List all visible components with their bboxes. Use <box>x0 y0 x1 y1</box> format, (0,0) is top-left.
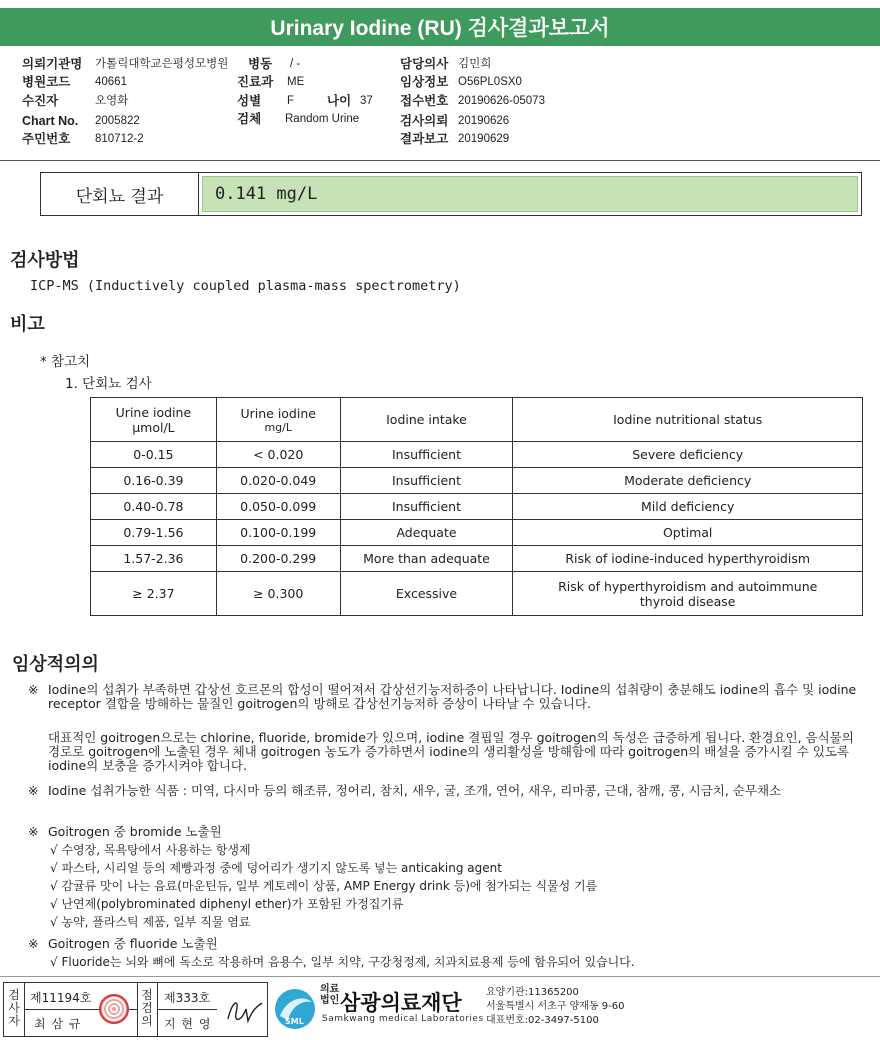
chart-no-label: Chart No. <box>22 114 79 128</box>
seal-icon <box>99 994 129 1024</box>
ref-title: * 참고치 <box>40 354 91 370</box>
table-cell: 0.020-0.049 <box>216 468 340 494</box>
header-line: μmol/L <box>132 419 175 435</box>
signature-icon <box>222 991 266 1031</box>
reference-mark-icon: ※ <box>28 936 39 951</box>
chart-no-value: 2005822 <box>95 115 140 127</box>
col-header-mgl <box>216 398 340 442</box>
table-row <box>91 520 863 546</box>
specimen-label: 검체 <box>237 112 262 126</box>
table-header-row <box>91 398 863 442</box>
clinical-info-value: O56PL0SX0 <box>458 76 522 88</box>
list-item: √ 수영장, 목욕탕에서 사용하는 항생제 <box>50 843 251 857</box>
footer <box>0 982 880 1040</box>
clinical-heading: 임상적의의 <box>12 654 99 675</box>
doctor-label: 담당의사 <box>400 57 449 71</box>
clinical-paragraph-1 <box>28 683 868 711</box>
checker-license: 제333호 <box>164 991 211 1005</box>
specimen-value: Random Urine <box>285 113 360 125</box>
table-cell: Insufficient <box>340 442 513 468</box>
header-line: mg/L <box>264 420 292 434</box>
department-value: ME <box>287 76 305 88</box>
institution-value: 가톨릭대학교은평성모병원 <box>95 58 229 70</box>
report-title: Urinary Iodine (RU) 검사결과보고서 <box>0 8 880 46</box>
result-value: 0.141 mg/L <box>202 176 858 212</box>
doctor-value: 김민희 <box>458 58 492 70</box>
list-item: √ Fluoride는 뇌와 뼈에 독소로 작용하며 음용수, 일부 치약, 구강청정제, 치과치료용제 등에 함유되어 있습니다. <box>50 955 635 969</box>
table-row <box>91 468 863 494</box>
ward-value: / - <box>290 58 301 70</box>
table-cell: Insufficient <box>340 468 513 494</box>
table-row <box>91 442 863 468</box>
result-label: 단회뇨 결과 <box>41 173 199 215</box>
table-cell: < 0.020 <box>216 442 340 468</box>
tester-label: 검사자 <box>8 988 20 1028</box>
header-line: Urine iodine <box>115 404 192 420</box>
result-box <box>40 172 862 216</box>
age-label: 나이 <box>327 94 352 108</box>
report-date-value: 20190629 <box>458 133 510 145</box>
signature-box <box>3 982 268 1037</box>
table-cell: More than adequate <box>340 546 513 572</box>
header-line: Urine iodine <box>240 405 316 421</box>
hospital-code-label: 병원코드 <box>22 75 71 89</box>
tester-license: 제11194호 <box>30 991 92 1005</box>
org-name: 삼광의료재단 <box>340 991 462 1015</box>
org-code: 요양기관:11365200 <box>486 987 579 998</box>
paragraph-text: 대표적인 goitrogen으로는 chlorine, fluoride, bromide가 있으며, iodine 결핍일 경우 goitrogen의 독성은 급증하게 됩니다. 환경요인, 음식물의 경로로 goitrogen에 노출된 경우 체내 goitrogen 농도가 증가하면서 iodine의 생리활성을 방해함에 따라 goitrogen의 배설을 증가시킬 수 있도록 iodine의 보충을 증가시켜야 합니다. <box>48 730 854 773</box>
org-info <box>486 986 625 1028</box>
request-date-value: 20190626 <box>458 115 510 127</box>
table-cell: Severe deficiency <box>513 442 863 468</box>
table-cell: Insufficient <box>340 494 513 520</box>
table-cell: ≥ 2.37 <box>91 572 217 616</box>
resident-no-label: 주민번호 <box>22 132 71 146</box>
sex-label: 성별 <box>237 94 262 108</box>
divider <box>0 976 880 977</box>
org-english-name: Samkwang medical Laboratories <box>322 1014 484 1024</box>
checker-name: 지 현 영 <box>164 1017 212 1031</box>
table-cell: 0-0.15 <box>91 442 217 468</box>
clinical-info-label: 임상정보 <box>400 75 449 89</box>
reference-table <box>90 397 863 616</box>
method-text: ICP-MS (Inductively coupled plasma-mass spectrometry) <box>30 278 461 294</box>
bromide-title: Goitrogen 중 bromide 노출원 <box>48 824 222 839</box>
list-item: √ 감귤류 맛이 나는 음료(마운틴듀, 일부 게토레이 상품, AMP Energy drink 등)에 첨가되는 식물성 기름 <box>50 879 598 893</box>
age-value: 37 <box>360 95 373 107</box>
table-cell: Excessive <box>340 572 513 616</box>
divider <box>0 160 880 161</box>
institution-label: 의뢰기관명 <box>22 57 83 71</box>
col-header-status: Iodine nutritional status <box>513 398 863 442</box>
hospital-code-value: 40661 <box>95 76 127 88</box>
logo-text: SML <box>285 1017 304 1026</box>
reference-mark-icon: ※ <box>28 783 39 798</box>
method-heading: 검사방법 <box>10 250 80 271</box>
resident-no-value: 810712-2 <box>95 133 144 145</box>
col-header-intake: Iodine intake <box>340 398 513 442</box>
report-date-label: 결과보고 <box>400 132 449 146</box>
reference-mark-icon: ※ <box>28 682 39 697</box>
table-cell: Risk of hyperthyroidism and autoimmune thyroid disease <box>513 572 863 616</box>
paragraph-text: Iodine의 섭취가 부족하면 갑상선 호르몬의 합성이 떨어져서 갑상선기능저하증이 나타납니다. Iodine의 섭취량이 충분해도 iodine의 흡수 및 iodine receptor 결합을 방해하는 물질인 goitrogen의 방해로 갑상선기능저하 증상이 나타날 수 있습니다. <box>48 682 857 711</box>
sml-logo-icon <box>272 986 318 1032</box>
table-cell: Optimal <box>513 520 863 546</box>
table-cell: 0.79-1.56 <box>91 520 217 546</box>
table-cell: Adequate <box>340 520 513 546</box>
list-item: √ 파스타, 시리얼 등의 제빵과정 중에 덩어리가 생기지 않도록 넣는 anticaking agent <box>50 861 502 875</box>
receipt-no-value: 20190626-05073 <box>458 95 545 107</box>
patient-info <box>0 55 880 155</box>
list-item: √ 난연제(polybrominated diphenyl ether)가 포함된 가정집기류 <box>50 897 404 911</box>
table-cell: 0.100-0.199 <box>216 520 340 546</box>
table-cell: 0.050-0.099 <box>216 494 340 520</box>
table-cell: Risk of iodine-induced hyperthyroidism <box>513 546 863 572</box>
table-cell: Mild deficiency <box>513 494 863 520</box>
table-row <box>91 494 863 520</box>
table-cell: 0.200-0.299 <box>216 546 340 572</box>
remarks-heading: 비고 <box>10 314 45 335</box>
list-item: √ 농약, 플라스틱 제품, 일부 직물 염료 <box>50 915 251 929</box>
department-label: 진료과 <box>237 75 274 89</box>
patient-label: 수진자 <box>22 94 59 108</box>
fluoride-section <box>28 937 868 951</box>
org-phone: 대표번호:02-3497-5100 <box>486 1015 599 1026</box>
table-cell: ≥ 0.300 <box>216 572 340 616</box>
request-date-label: 검사의뢰 <box>400 114 449 128</box>
tester-name: 최 삼 규 <box>34 1017 82 1031</box>
reference-mark-icon: ※ <box>28 824 39 839</box>
table-row <box>91 572 863 616</box>
ref-subtitle: 1. 단회뇨 검사 <box>65 376 152 392</box>
table-row <box>91 546 863 572</box>
clinical-paragraph-2 <box>28 731 868 773</box>
org-address: 서울특별시 서초구 양재동 9-60 <box>486 1001 625 1012</box>
paragraph-text: Iodine 섭취가능한 식품 : 미역, 다시마 등의 해조류, 정어리, 참치, 새우, 굴, 조개, 연어, 새우, 리마콩, 근대, 참깨, 콩, 시금치, 순무채소 <box>48 783 782 798</box>
table-cell: 0.40-0.78 <box>91 494 217 520</box>
table-cell: 0.16-0.39 <box>91 468 217 494</box>
org-legal-label: 의료법인 <box>320 984 340 1006</box>
table-cell: 1.57-2.36 <box>91 546 217 572</box>
sex-value: F <box>287 95 295 107</box>
col-header-umol <box>91 398 217 442</box>
table-cell: Moderate deficiency <box>513 468 863 494</box>
fluoride-title: Goitrogen 중 fluoride 노출원 <box>48 936 218 951</box>
clinical-paragraph-3 <box>28 784 868 798</box>
patient-value: 오영화 <box>95 95 129 107</box>
checker-label: 점검의 <box>141 988 153 1028</box>
ward-label: 병동 <box>248 57 273 71</box>
receipt-no-label: 접수번호 <box>400 94 449 108</box>
bromide-section <box>28 825 868 839</box>
